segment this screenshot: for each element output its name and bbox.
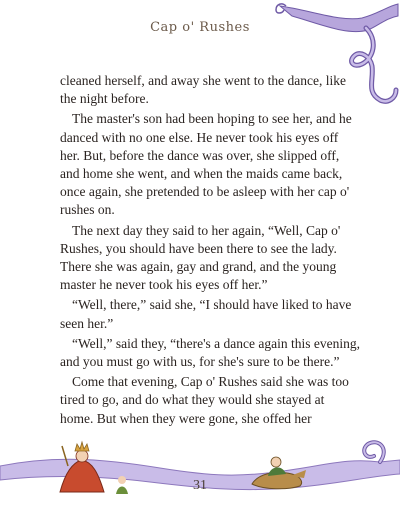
paragraph: “Well, there,” said she, “I should have liked to have seen her.”	[60, 297, 352, 331]
paragraph: The next day they said to her again, “Well, Cap o' Rushes, you should have been there to see the lady. There she was again, gay and grand, and the young master he never took his eyes off her.”	[60, 222, 341, 293]
paragraph: Come that evening, Cap o' Rushes said she was too tired to go, and do what they would she stayed at home. But when they were gone, she offed her	[60, 374, 349, 426]
page-title: Cap o' Rushes	[150, 20, 250, 35]
paragraph: The master's son had been hoping to see her, and he danced with no one else. He never took his eyes off her. But, before the dance was over, she slipped off, and home she went, and when the maids came back, once again, she pretended to be asleep with her cap o' rushes on.	[60, 111, 352, 218]
story-text	[60, 72, 360, 430]
paragraph: “Well,” said they, “there's a dance again this evening, and you must go with us, for she's sure to be there.”	[60, 335, 360, 370]
bottom-illustration	[0, 418, 400, 508]
paragraph: cleaned herself, and away she went to the dance, like the night before.	[60, 73, 346, 107]
page-number: 31	[193, 478, 207, 493]
